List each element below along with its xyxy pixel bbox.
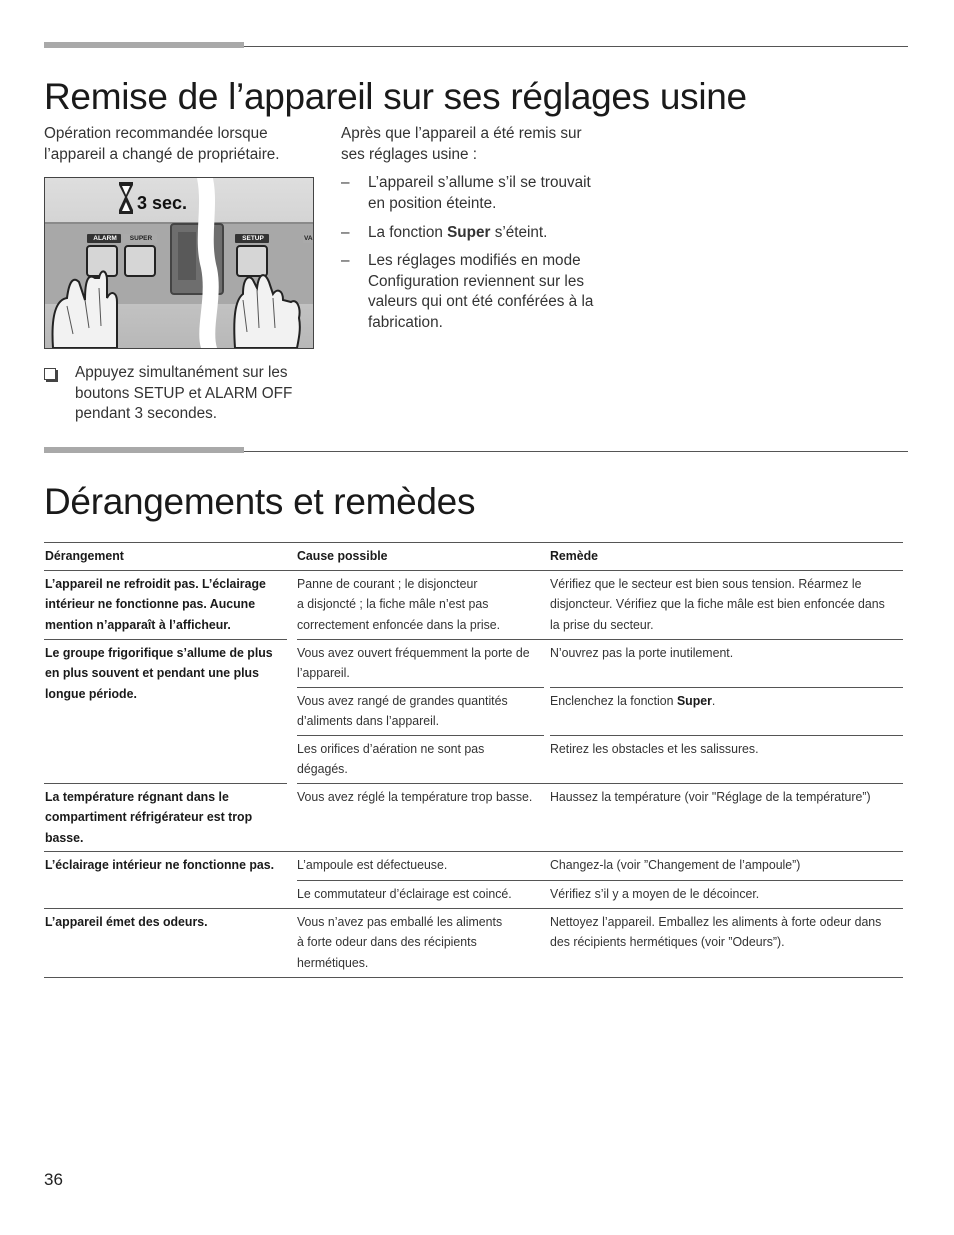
section-rule-1 xyxy=(44,46,908,47)
bullet-item-3 xyxy=(368,251,628,333)
remedy-cell: Nettoyez l’appareil. Emballez les aliments à forte odeur dans des récipients hermétiques (voir ”Odeurs”). xyxy=(550,915,882,950)
row-rule xyxy=(44,783,287,784)
bullet-item-1 xyxy=(368,173,628,214)
row-rule xyxy=(44,639,287,640)
instruction-line: boutons SETUP et ALARM OFF xyxy=(75,384,293,402)
intro-text xyxy=(44,124,314,165)
problem-cell: La température régnant dans le compartiment réfrigérateur est trop basse. xyxy=(45,790,253,845)
page-number: 36 xyxy=(44,1170,63,1189)
header-problem: Dérangement xyxy=(45,549,124,563)
super-keyword: Super xyxy=(676,694,712,708)
after-reset-line: ses réglages usine : xyxy=(341,145,478,163)
cause-cell: Les orifices d’aération ne sont pas dégagés. xyxy=(297,742,485,777)
cause-cell: Vous avez ouvert fréquemment la porte de l’appareil. xyxy=(297,646,530,681)
sub-row-rule xyxy=(297,735,544,736)
bullet-dash: – xyxy=(341,224,350,241)
bullet-line: valeurs qui ont été conférées à la xyxy=(368,293,594,310)
intro-line: Opération recommandée lorsque xyxy=(44,125,268,142)
bullet-line: Configuration reviennent sur les xyxy=(368,272,584,290)
bullet-line: en position éteinte. xyxy=(368,194,497,212)
alarm-button-label: ALARM xyxy=(93,235,117,242)
table-header-rule xyxy=(44,570,903,571)
bullet-text: s’éteint. xyxy=(490,224,548,241)
bullet-line: fabrication. xyxy=(368,313,443,331)
section-title-troubleshooting: Dérangements et remèdes xyxy=(44,481,476,522)
problem-cell: L’éclairage intérieur ne fonctionne pas. xyxy=(45,858,275,872)
cause-cell: Vous avez réglé la température trop basse. xyxy=(297,790,533,804)
problem-cell: L’appareil émet des odeurs. xyxy=(45,915,208,929)
bullet-text: La fonction xyxy=(368,224,448,241)
bullet-dash: – xyxy=(341,174,350,191)
va-button-label: VA xyxy=(304,235,313,242)
remedy-cell: Vérifiez que le secteur est bien sous tension. Réarmez le disjoncteur. Vérifiez que la fiche mâle est bien enfoncée dans la prise du secteur. xyxy=(550,577,885,632)
instruction-line: Appuyez simultanément sur les xyxy=(75,364,288,381)
remedy-cell: Vérifiez s’il y a moyen de le décoincer. xyxy=(550,887,760,901)
bullet-line: L’appareil s’allume s’il se trouvait xyxy=(368,174,591,191)
row-rule xyxy=(297,783,903,784)
checkbox-icon xyxy=(44,368,56,380)
sub-row-rule xyxy=(550,687,903,688)
cause-cell: Panne de courant ; le disjoncteur a disjoncté ; la fiche mâle n’est pas correctement enfoncée dans la prise. xyxy=(297,577,501,632)
super-button-label: SUPER xyxy=(129,235,153,242)
remedy-cell: N’ouvrez pas la porte inutilement. xyxy=(550,646,734,660)
row-rule xyxy=(44,908,903,909)
timer-label: 3 sec. xyxy=(137,193,188,213)
remedy-cell: Changez-la (voir ”Changement de l’ampoule”) xyxy=(550,858,801,872)
bullet-item-2 xyxy=(368,223,628,244)
sub-row-rule xyxy=(550,735,903,736)
header-cause: Cause possible xyxy=(297,549,388,563)
bullet-dash: – xyxy=(341,252,350,269)
control-panel-illustration xyxy=(44,177,314,349)
sub-row-rule xyxy=(297,687,544,688)
after-reset-line: Après que l’appareil a été remis sur xyxy=(341,125,582,142)
section-title-factory-reset: Remise de l’appareil sur ses réglages usine xyxy=(44,76,747,117)
table-top-rule xyxy=(44,542,903,543)
cause-cell: L’ampoule est défectueuse. xyxy=(297,858,448,872)
table-bottom-rule xyxy=(44,977,903,978)
instruction-text xyxy=(75,363,325,425)
header-remedy: Remède xyxy=(550,549,599,563)
remedy-cell: Enclenchez la fonction Super. xyxy=(550,694,716,708)
instruction-line: pendant 3 secondes. xyxy=(75,405,218,422)
row-rule xyxy=(44,851,903,852)
problem-cell: Le groupe frigorifique s’allume de plus en plus souvent et pendant une plus longue période. xyxy=(45,646,273,701)
cause-cell: Vous avez rangé de grandes quantités d’aliments dans l’appareil. xyxy=(297,694,508,729)
problem-cell: L’appareil ne refroidit pas. L’éclairage intérieur ne fonctionne pas. Aucune mention n’apparaît à l’afficheur. xyxy=(45,577,266,632)
remedy-cell: Haussez la température (voir "Réglage de la température”) xyxy=(550,790,871,804)
sub-row-rule xyxy=(297,880,903,881)
bullet-line: Les réglages modifiés en mode xyxy=(368,252,581,269)
setup-button-label: SETUP xyxy=(242,235,264,242)
section-rule-2 xyxy=(44,451,908,452)
super-keyword: Super xyxy=(447,224,491,241)
intro-line: l’appareil a changé de propriétaire. xyxy=(44,145,280,163)
cause-cell: Vous n’avez pas emballé les aliments à forte odeur dans des récipients hermétiques. xyxy=(297,915,503,970)
after-reset-intro xyxy=(341,124,621,165)
row-rule xyxy=(297,639,903,640)
cause-cell: Le commutateur d’éclairage est coincé. xyxy=(297,887,512,901)
remedy-cell: Retirez les obstacles et les salissures. xyxy=(550,742,759,756)
